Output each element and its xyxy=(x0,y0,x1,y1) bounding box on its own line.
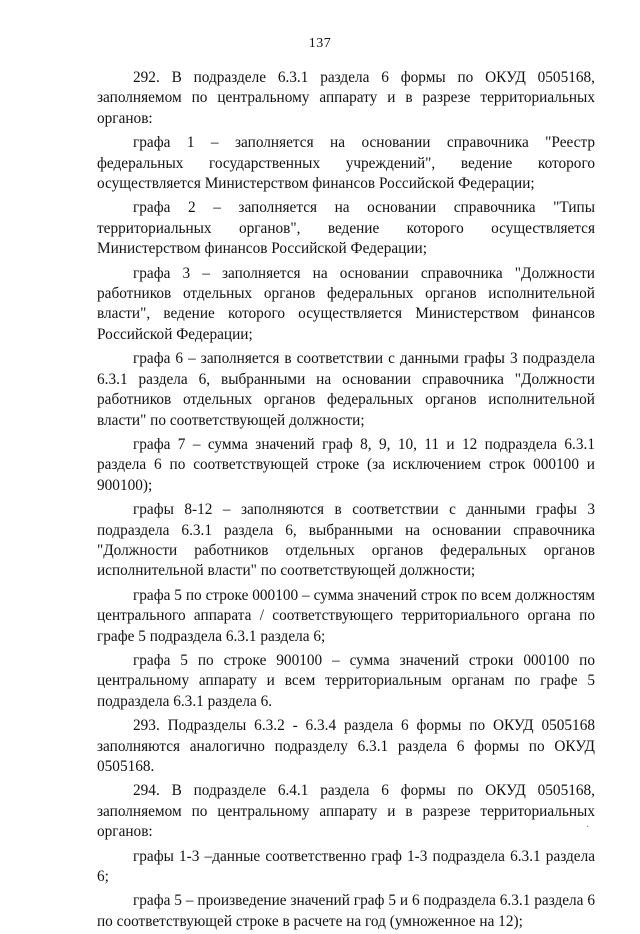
paragraph-column-7: графа 7 – сумма значений граф 8, 9, 10, 11 и 12 подраздела 6.3.1 раздела 6 по соответствующей строке (за исключением строк 000100 и 900100); xyxy=(97,435,595,494)
paragraph-column-1: графа 1 – заполняется на основании справочника "Реестр федеральных государственных учреждений", ведение которого осуществляется Министерством финансов Российской Федерации; xyxy=(97,134,595,193)
paragraph-columns-8-12: графы 8-12 – заполняются в соответствии с данными графы 3 подраздела 6.3.1 раздела 6, выбранными на основании справочника "Должности работников отдельных органов федеральных органов исполнительной власти" по соответствующей должности; xyxy=(97,501,595,580)
page-number: 137 xyxy=(308,36,332,51)
paragraph-292: 292. В подразделе 6.3.1 раздела 6 формы по ОКУД 0505168, заполняемом по центральному аппарату и в разрезе территориальных органов: xyxy=(97,69,595,127)
paragraph-294: 294. В подразделе 6.4.1 раздела 6 формы по ОКУД 0505168, заполняемом по центральному аппарату и в разрезе территориальных органов: xyxy=(97,782,595,841)
paragraph-column-2: графа 2 – заполняется на основании справочника "Типы территориальных органов", ведение которого осуществляется Министерством финансов Российской Федерации; xyxy=(97,199,595,258)
paragraph-columns-1-3: графы 1-3 –данные соответственно граф 1-3 подраздела 6.3.1 раздела 6; xyxy=(97,847,595,886)
document-body xyxy=(97,68,595,934)
paragraph-column-6: графа 6 – заполняется в соответствии с данными графы 3 подраздела 6.3.1 раздела 6, выбранными на основании справочника "Должности работников отдельных органов федеральных органов исполнительной власти" по соответствующей должности; xyxy=(97,350,595,429)
paragraph-293: 293. Подразделы 6.3.2 - 6.3.4 раздела 6 формы по ОКУД 0505168 заполняются аналогично подразделу 6.3.1 раздела 6 формы по ОКУД 0505168. xyxy=(97,717,595,775)
paragraph-column-3: графа 3 – заполняется на основании справочника "Должности работников отдельных органов федеральных органов исполнительной власти", ведение которого осуществляется Министерством финансов Российской Федерации; xyxy=(97,264,595,343)
paragraph-column-5-row-000100: графа 5 по строке 000100 – сумма значений строк по всем должностям центрального аппарата / соответствующего территориального органа по графе 5 подраздела 6.3.1 раздела 6; xyxy=(97,586,595,645)
scan-speck: · xyxy=(586,822,590,833)
paragraph-column-5-row-900100: графа 5 по строке 900100 – сумма значений строки 000100 по центральному аппарату и всем территориальным органам по графе 5 подраздела 6.3.1 раздела 6. xyxy=(97,651,595,710)
paragraph-column-5-product: графа 5 – произведение значений граф 5 и 6 подраздела 6.3.1 раздела 6 по соответствующей строке в расчете на год (умноженное на 12); xyxy=(97,892,595,930)
